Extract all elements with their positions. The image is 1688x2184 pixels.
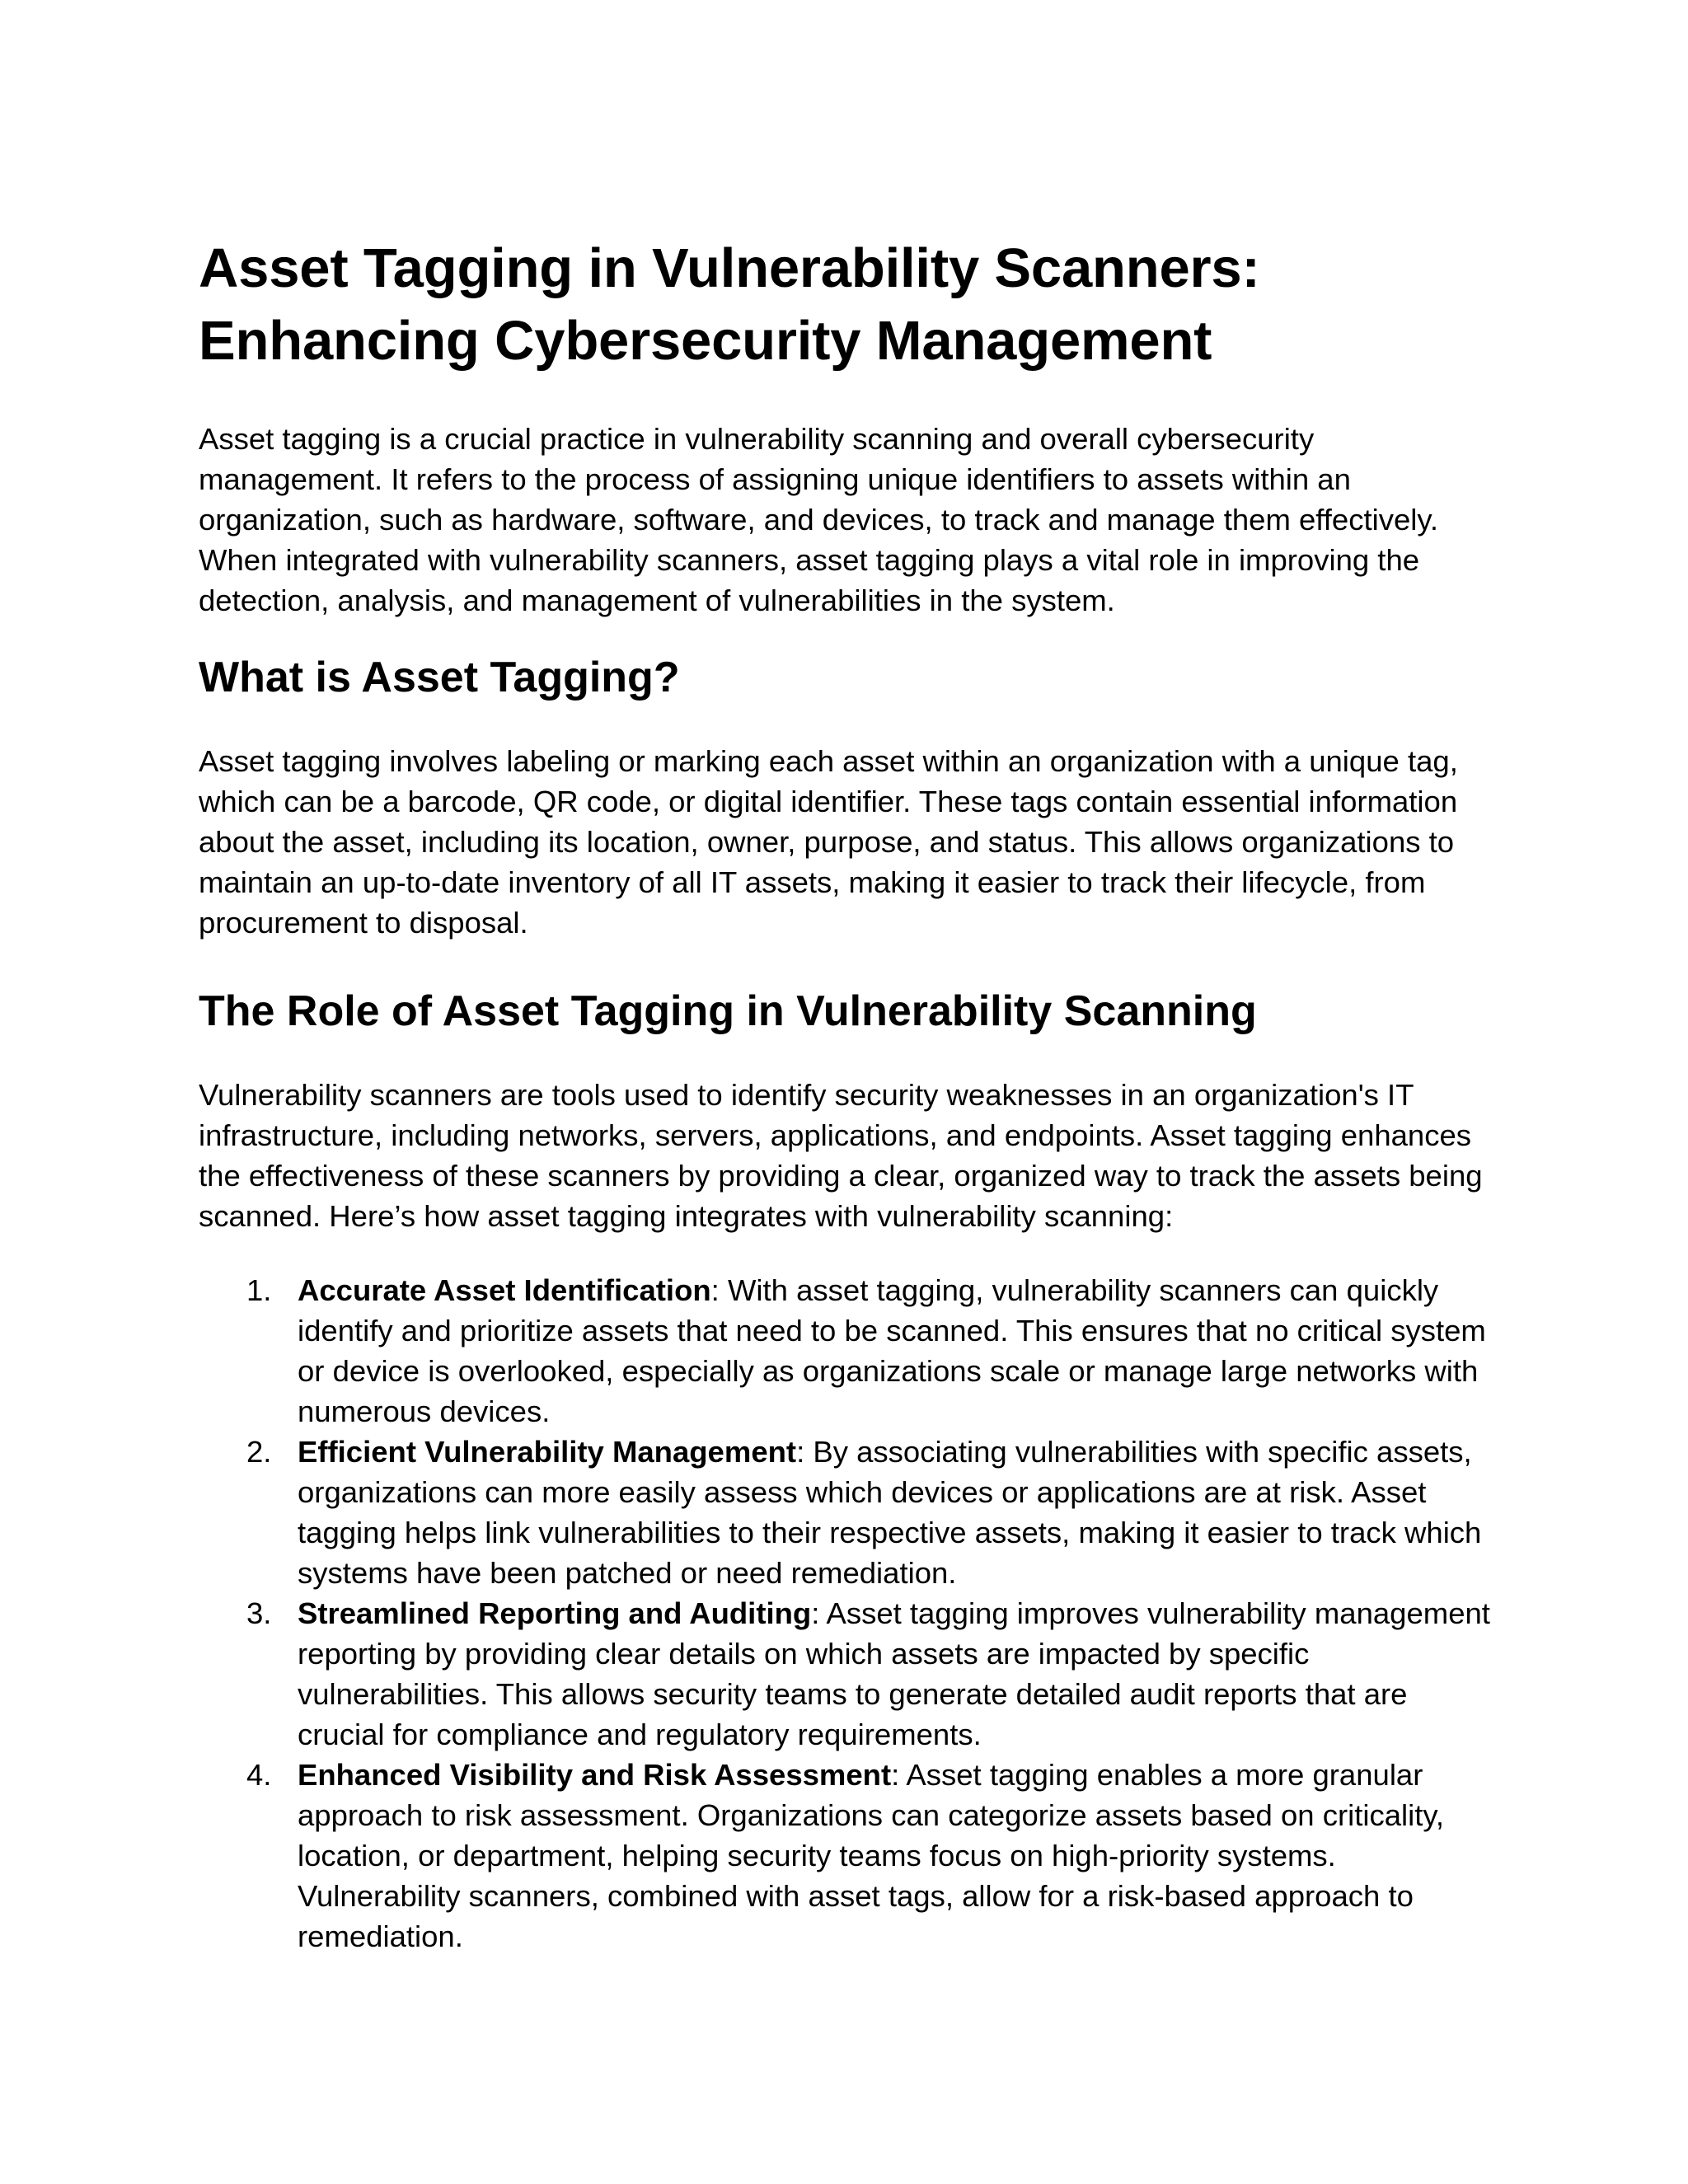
title-line-2: Enhancing Cybersecurity Management: [199, 310, 1212, 372]
title-line-1: Asset Tagging in Vulnerability Scanners:: [199, 237, 1260, 299]
list-item-text: : Asset tagging enables a more granular approach to risk assessment. Organizations can categorize assets based on criticality, location, or department, helping security teams focus on high-priority systems. Vulnerability scanners, combined with asset tags, allow for a risk-based approach to remediation.: [298, 1758, 1445, 1953]
document-title: [199, 232, 1501, 377]
list-item-number: 3.: [246, 1596, 272, 1630]
list-item-term: Efficient Vulnerability Management: [298, 1435, 797, 1469]
list-item-text: : By associating vulnerabilities with specific assets, organizations can more easily assess which devices or applications are at risk. Asset tagging helps link vulnerabilities to their respective assets, making it easier to track which systems have been patched or need remediation.: [298, 1435, 1482, 1590]
document-page: [199, 232, 1501, 1957]
list-item: [246, 1432, 1501, 1593]
list-item: [246, 1593, 1501, 1755]
list-item-number: 4.: [246, 1758, 272, 1792]
section-heading-role-of-asset-tagging: The Role of Asset Tagging in Vulnerability Scanning: [199, 987, 1257, 1035]
what-is-asset-tagging-paragraph: Asset tagging involves labeling or marking each asset within an organization with a unique tag, which can be a barcode, QR code, or digital identifier. These tags contain essential information about the asset, including its location, owner, purpose, and status. This allows organizations to maintain an up-to-date inventory of all IT assets, making it easier to track their lifecycle, from procurement to disposal.: [199, 744, 1458, 940]
role-of-asset-tagging-paragraph: Vulnerability scanners are tools used to identify security weaknesses in an organization's IT infrastructure, including networks, servers, applications, and endpoints. Asset tagging enhances the effectiveness of these scanners by providing a clear, organized way to track the assets being scanned. Here’s how asset tagging integrates with vulnerability scanning:: [199, 1078, 1483, 1233]
list-item-text: : With asset tagging, vulnerability scanners can quickly identify and prioritize assets that need to be scanned. This ensures that no critical system or device is overlooked, especially as organizations scale or manage large networks with numerous devices.: [298, 1273, 1486, 1428]
list-item: [246, 1755, 1501, 1957]
section-heading-what-is-asset-tagging: What is Asset Tagging?: [199, 654, 680, 701]
list-item-number: 1.: [246, 1273, 272, 1307]
list-item-number: 2.: [246, 1435, 272, 1469]
list-item-term: Streamlined Reporting and Auditing: [298, 1596, 812, 1630]
list-item-text: : Asset tagging improves vulnerability management reporting by providing clear details on which assets are impacted by specific vulnerabilities. This allows security teams to generate detailed audit reports that are crucial for compliance and regulatory requirements.: [298, 1596, 1490, 1751]
list-item-term: Accurate Asset Identification: [298, 1273, 711, 1307]
list-item: [246, 1270, 1501, 1432]
intro-paragraph: Asset tagging is a crucial practice in vulnerability scanning and overall cybersecurity management. It refers to the process of assigning unique identifiers to assets within an organization, such as hardware, software, and devices, to track and manage them effectively. When integrated with vulnerability scanners, asset tagging plays a vital role in improving the detection, analysis, and management of vulnerabilities in the system.: [199, 422, 1439, 617]
list-item-term: Enhanced Visibility and Risk Assessment: [298, 1758, 892, 1792]
benefits-list: [199, 1270, 1501, 1957]
